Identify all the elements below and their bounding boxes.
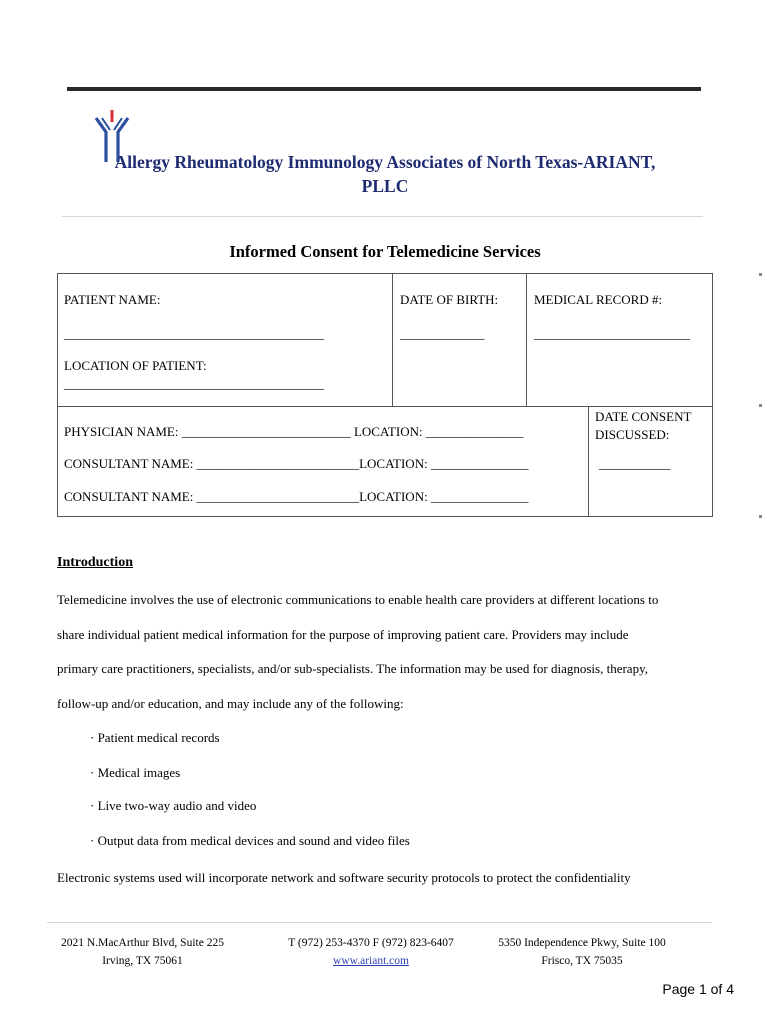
list-item: · Output data from medical devices and sound and video files: [90, 833, 410, 848]
footer-contact: [276, 937, 466, 967]
date-consent-label-1: DATE CONSENT: [595, 409, 692, 424]
physician-line[interactable]: PHYSICIAN NAME: __________________________ LOCATION: _______________: [64, 424, 524, 439]
footer-phone: T (972) 253-4370 F (972) 823-6407: [288, 937, 454, 949]
footer-address-2-line-2: Frisco, TX 75035: [541, 955, 623, 967]
intro-line-3: primary care practitioners, specialists, and/or sub-specialists. The information may be used for diagnosis, therapy,: [57, 661, 648, 676]
consultant-line-1[interactable]: CONSULTANT NAME: _________________________LOCATION: _______________: [64, 456, 529, 471]
list-item: · Live two-way audio and video: [90, 798, 257, 813]
form-divider-h1: [57, 406, 713, 407]
header-divider: [62, 216, 703, 217]
footer-address-1-line-2: Irving, TX 75061: [102, 955, 183, 967]
organization-name: [90, 150, 680, 198]
dob-field[interactable]: _____________: [400, 326, 485, 341]
list-item: · Patient medical records: [90, 730, 220, 745]
org-line-2: PLLC: [361, 176, 409, 196]
patient-name-label: PATIENT NAME:: [64, 292, 161, 307]
footer-divider: [47, 922, 712, 923]
mrn-label: MEDICAL RECORD #:: [534, 292, 663, 307]
list-item: · Medical images: [90, 765, 181, 780]
form-divider-v3: [588, 406, 589, 517]
form-divider-v2: [526, 273, 527, 406]
patient-name-field[interactable]: ________________________________________: [64, 326, 324, 341]
intro-line-2: share individual patient medical information for the purpose of improving patient care. Providers may include: [57, 627, 629, 642]
org-line-1: Allergy Rheumatology Immunology Associates of North Texas-ARIANT,: [114, 152, 656, 172]
form-title: Informed Consent for Telemedicine Services: [229, 242, 541, 261]
website-link[interactable]: www.ariant.com: [333, 955, 409, 967]
date-consent-field[interactable]: ___________: [599, 456, 671, 471]
dob-label: DATE OF BIRTH:: [400, 292, 499, 307]
location-label: LOCATION OF PATIENT:: [64, 358, 207, 373]
page-number: Page 1 of 4: [662, 981, 734, 997]
location-field[interactable]: ________________________________________: [64, 376, 324, 391]
date-consent-label-2: DISCUSSED:: [595, 427, 670, 442]
intro-line-4: follow-up and/or education, and may include any of the following:: [57, 696, 404, 711]
mrn-field[interactable]: ________________________: [534, 326, 690, 341]
top-rule: [67, 87, 701, 91]
edge-mark: [759, 515, 762, 518]
footer-address-1: [50, 937, 235, 967]
introduction-heading: Introduction: [57, 555, 133, 570]
footer-address-1-line-1: 2021 N.MacArthur Blvd, Suite 225: [61, 937, 224, 949]
intro-closing-line: Electronic systems used will incorporate network and software security protocols to protect the confidentiality: [57, 870, 631, 885]
form-divider-v1: [392, 273, 393, 406]
footer-address-2-line-1: 5350 Independence Pkwy, Suite 100: [498, 937, 666, 949]
patient-info-form: [57, 273, 713, 517]
footer-address-2: [487, 937, 677, 967]
edge-mark: [759, 404, 762, 407]
edge-mark: [759, 273, 762, 276]
consultant-line-2[interactable]: CONSULTANT NAME: _________________________LOCATION: _______________: [64, 489, 529, 504]
intro-line-1: Telemedicine involves the use of electronic communications to enable health care providers at different locations to: [57, 592, 659, 607]
